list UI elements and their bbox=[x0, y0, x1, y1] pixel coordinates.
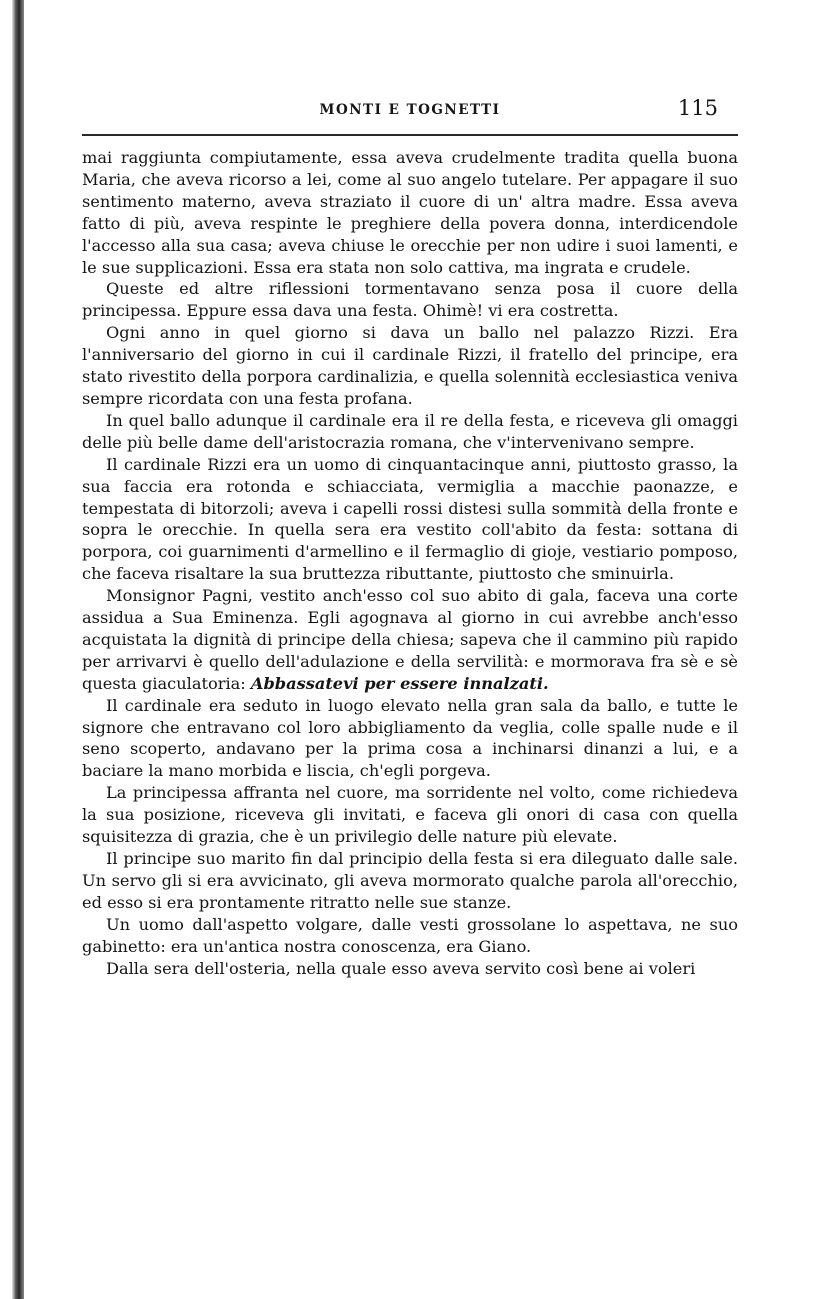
book-page bbox=[82, 96, 738, 979]
paragraph bbox=[82, 914, 738, 958]
paragraph-text: Dalla sera dell'osteria, nella quale esso aveva servito così bene ai voleri bbox=[106, 958, 696, 978]
paragraph bbox=[82, 782, 738, 848]
running-head: MONTI E TOGNETTI bbox=[319, 102, 501, 118]
italic-quote: Abbassatevi per essere innalzati. bbox=[250, 673, 549, 693]
binding-edge bbox=[12, 0, 24, 1299]
page-header bbox=[82, 96, 738, 126]
paragraph-text: La principessa affranta nel cuore, ma sorridente nel volto, come richiedeva la sua posizione, riceveva gli invitati, e faceva gli onori di casa con quella squisitezza di grazia, che è un privilegio delle nature più elevate. bbox=[82, 783, 738, 847]
paragraph bbox=[82, 147, 738, 278]
paragraph-text: mai raggiunta compiutamente, essa aveva crudelmente tradita quella buona Maria, che aveva ricorso a lei, come al suo angelo tutelare. Per appagare il suo sentimento materno, aveva straziato il cuore di un' altra madre. Essa aveva fatto di più, aveva respinte le preghiere della povera donna, interdicendole l'accesso alla sua casa; aveva chiuse le orecchie per non udire i suoi lamenti, e le sue supplicazioni. Essa era stata non solo cattiva, ma ingrata e crudele. bbox=[82, 148, 738, 277]
body-text bbox=[82, 147, 738, 979]
header-rule bbox=[82, 134, 738, 136]
paragraph bbox=[82, 585, 738, 695]
paragraph bbox=[82, 848, 738, 914]
paragraph bbox=[82, 454, 738, 585]
paragraph-text: Un uomo dall'aspetto volgare, dalle vesti grossolane lo aspettava, ne suo gabinetto: era un'antica nostra conoscenza, era Giano. bbox=[82, 914, 738, 956]
paragraph bbox=[82, 278, 738, 322]
paragraph bbox=[82, 958, 738, 980]
page-number: 115 bbox=[677, 96, 718, 120]
paragraph bbox=[82, 695, 738, 783]
paragraph-text: Il cardinale Rizzi era un uomo di cinquantacinque anni, piuttosto grasso, la sua faccia era rotonda e schiacciata, vermiglia a macchie paonazze, e tempestata di bitorzoli; aveva i capelli rossi distesi sulla sommità della fronte e sopra le orecchie. In quella sera era vestito coll'abito da festa: sottana di porpora, coi guarnimenti d'armellino e il fermaglio di gioje, vestiario pomposo, che faceva risaltare la sua bruttezza ributtante, piuttosto che sminuirla. bbox=[82, 454, 738, 584]
paragraph-text: In quel ballo adunque il cardinale era il re della festa, e riceveva gli omaggi delle più belle dame dell'aristocrazia romana, che v'intervenivano sempre. bbox=[82, 410, 738, 452]
paragraph bbox=[82, 322, 738, 410]
paragraph-text: Il principe suo marito fin dal principio della festa si era dileguato dalle sale. Un servo gli si era avvicinato, gli aveva mormorato qualche parola all'orecchio, ed esso si era prontamente ritratto nelle sue stanze. bbox=[82, 849, 738, 912]
paragraph-text: Il cardinale era seduto in luogo elevato nella gran sala da ballo, e tutte le signore che entravano col loro abbigliamento da veglia, colle spalle nude e il seno scoperto, andavano per la prima cosa a inchinarsi dinanzi a lui, e a baciare la mano morbida e liscia, ch'egli porgeva. bbox=[82, 695, 738, 781]
paragraph bbox=[82, 410, 738, 454]
paragraph-text: Ogni anno in quel giorno si dava un ballo nel palazzo Rizzi. Era l'anniversario del giorno in cui il cardinale Rizzi, il fratello del principe, era stato rivestito della porpora cardinalizia, e quella solennità ecclesiastica veniva sempre ricordata con una festa profana. bbox=[82, 323, 738, 408]
paragraph-text: Queste ed altre riflessioni tormentavano senza posa il cuore della principessa. Eppure essa dava una festa. Ohimè! vi era costretta. bbox=[82, 279, 738, 321]
paragraph-text: Monsignor Pagni, vestito anch'esso col suo abito di gala, faceva una corte assidua a Sua Eminenza. Egli agognava al giorno in cui avrebbe anch'esso acquistata la dignità di principe della chiesa; sapeva che il cammino più rapido per arrivarvi è quello dell'adulazione e della servilità: e mormorava fra sè e sè questa giaculatoria: bbox=[82, 586, 738, 693]
